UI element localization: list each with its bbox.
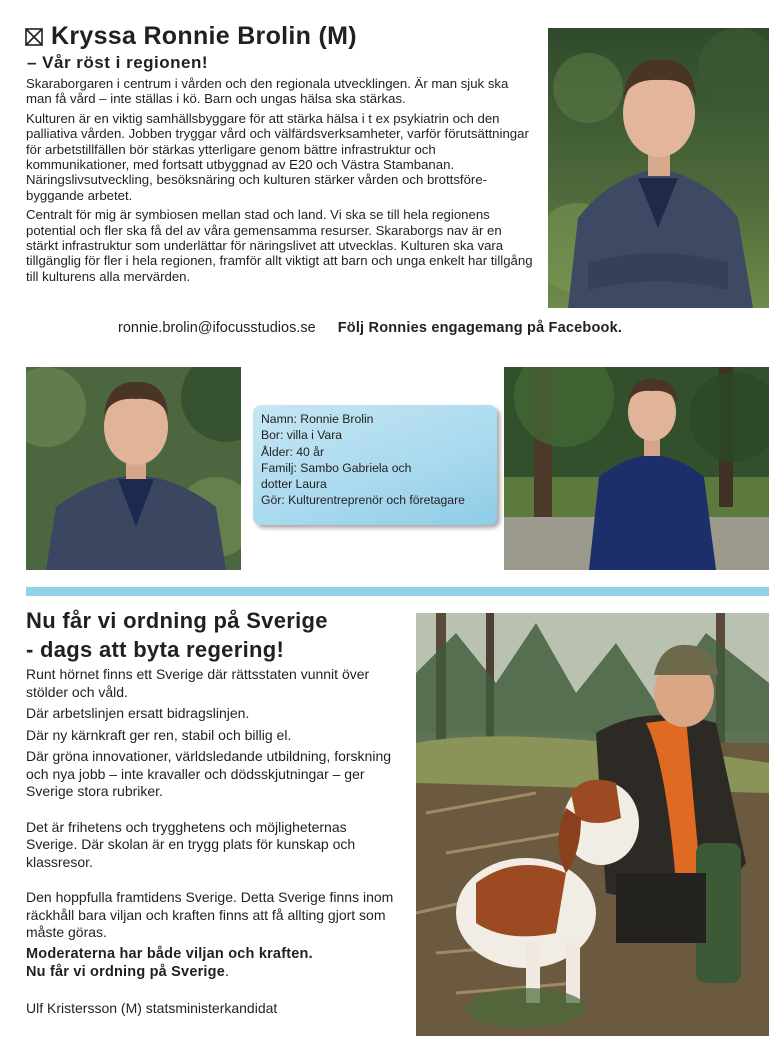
candidate-fact-box: [253, 405, 497, 525]
candidate-subtitle: – Vår röst i regionen!: [27, 53, 209, 72]
body-paragraph: Det är frihetens och trygghetens och möjligheternas Sverige. Där skolan är en trygg plats för kunskap och klassresor.: [26, 818, 356, 870]
candidate-portrait-crossed-arms: [548, 28, 769, 308]
candidate-portrait: [26, 367, 241, 570]
candidate-standing-photo: [504, 367, 769, 570]
fact-family-cont: dotter Laura: [261, 477, 327, 492]
intro-text: [26, 76, 536, 288]
facebook-cta[interactable]: Följ Ronnies engagemang på Facebook.: [337, 320, 623, 336]
body-paragraph: Den hoppfulla framtidens Sverige. Detta Sverige finns inom räckhåll bara viljan och kraften finns att få allting gjort som måste göras.: [26, 889, 394, 940]
closing-statement: [26, 945, 396, 981]
candidate-title: [25, 22, 357, 51]
body-paragraph: Runt hörnet finns ett Sverige där rättsstaten vunnit över stölder och våld.: [26, 666, 370, 700]
closing-period: .: [224, 964, 230, 980]
intro-paragraph: Centralt för mig är symbiosen mellan stad och land. Vi ska se till hela regionens potential och fler ska få del av våra gemensamma resurser. Skaraborgs nav är en stärkt infrastruktur som underlättar för näringslivet att utvecklas. Kulturen ska vara tillgänglig för fler i hela regionen, framför allt viktigt att barn och unga enkelt har tillgång till kulturens alla mervärden.: [26, 207, 533, 284]
intro-paragraph: Skaraborgaren i centrum i vården och den regionala utvecklingen. Är man sjuk ska man få vård – inte ställas i kö. Barn och ungas hälsa ska stärkas.: [26, 76, 509, 107]
section-divider: [26, 587, 769, 596]
closing-line-2: Nu får vi ordning på Sverige: [26, 964, 225, 980]
fact-name: Namn: Ronnie Brolin: [261, 412, 374, 426]
body-paragraph: Där gröna innovationer, världsledande utbildning, forskning och nya jobb – inte kravaller och dödsskjutningar – ger Sverige stora rubriker.: [26, 748, 392, 799]
section2-headline: [26, 606, 406, 664]
headline-line-1: Nu får vi ordning på Sverige: [26, 608, 328, 633]
body-paragraph: Där arbetslinjen ersatt bidragslinjen.: [26, 705, 250, 721]
fact-family: Familj: Sambo Gabriela och: [261, 460, 412, 475]
fact-home: Bor: villa i Vara: [261, 428, 343, 443]
email-link[interactable]: ronnie.brolin@ifocusstudios.se: [118, 320, 316, 336]
intro-paragraph: Kulturen är en viktig samhällsbyggare för att stärka hälsa i t ex psykiatrin och den palliativa vården. Jobben tryggar vård och välfärdsverksamheter, varför förutsättningar för arbetstillfällen bör stärkas ytterligare genom bättre infrastruktur och kommunikationer, med fortsatt utbyggnad av E20 och Västra Stambanan. Näringslivsutveckling, besöksnäring och kulturen stärker vården och brottsföre-byggande arbetet.: [26, 110, 529, 203]
signature: Ulf Kristersson (M) statsministerkandidat: [26, 1000, 278, 1016]
body-paragraph: Där ny kärnkraft ger ren, stabil och billig el.: [26, 726, 292, 743]
kristersson-with-dog-photo: [416, 613, 769, 1036]
section2-body: [26, 666, 396, 946]
checkbox-checked-icon: [25, 28, 43, 46]
closing-line-1: Moderaterna har både viljan och kraften.: [26, 946, 313, 962]
fact-age: Ålder: 40 år: [261, 444, 325, 459]
headline-line-2: - dags att byta regering!: [26, 637, 285, 662]
fact-occupation: Gör: Kulturentreprenör och företagare: [261, 493, 465, 508]
contact-line: [118, 320, 718, 336]
title-text: Kryssa Ronnie Brolin (M): [51, 22, 357, 50]
